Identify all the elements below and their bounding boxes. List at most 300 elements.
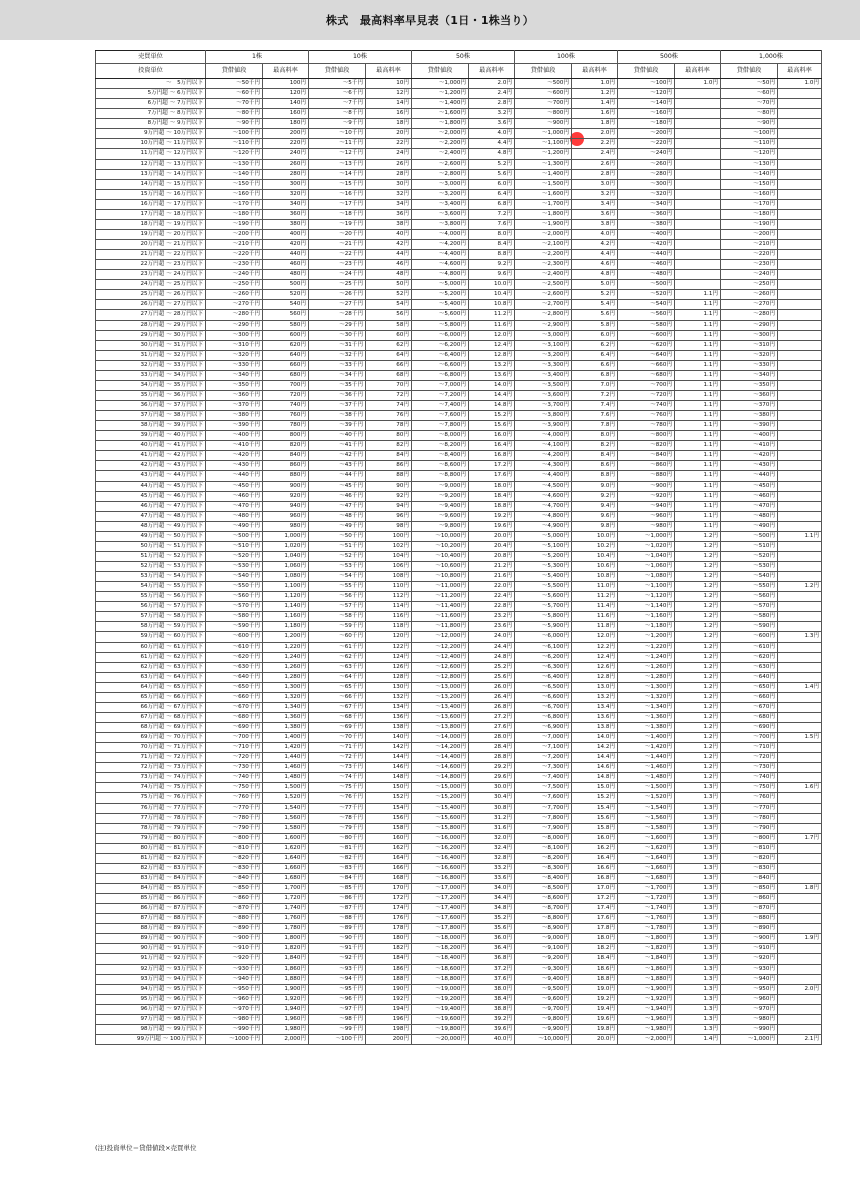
price-cell: ～780円 xyxy=(721,813,778,823)
price-cell: ～5,800円 xyxy=(515,612,572,622)
rate-cell: 1.1円 xyxy=(675,330,721,340)
price-cell: ～18,800円 xyxy=(412,974,469,984)
rate-cell: 1.3円 xyxy=(675,964,721,974)
range-cell: 23万円超 ～ 24万円以下 xyxy=(96,270,206,280)
rate-cell xyxy=(778,280,822,290)
rate-cell: 13.4円 xyxy=(572,702,618,712)
price-cell: ～10,000円 xyxy=(412,531,469,541)
rate-cell: 1,980円 xyxy=(263,1024,309,1034)
price-cell: ～1,520円 xyxy=(618,793,675,803)
rate-cell: 620円 xyxy=(263,340,309,350)
price-cell: ～1,420円 xyxy=(618,743,675,753)
rate-cell: 220円 xyxy=(263,139,309,149)
rate-cell: 1.2円 xyxy=(675,672,721,682)
price-cell: ～8,900円 xyxy=(515,924,572,934)
price-cell: ～920円 xyxy=(618,491,675,501)
price-cell: ～790円 xyxy=(721,823,778,833)
price-cell: ～1,620円 xyxy=(618,843,675,853)
rate-cell: 1,860円 xyxy=(263,964,309,974)
rate-cell: 1,160円 xyxy=(263,612,309,622)
price-cell: ～890円 xyxy=(721,924,778,934)
rate-cell: 37.6円 xyxy=(469,974,515,984)
price-cell: ～7,500円 xyxy=(515,783,572,793)
price-cell: ～660千円 xyxy=(206,692,263,702)
price-cell: ～250円 xyxy=(721,280,778,290)
price-cell: ～660円 xyxy=(618,360,675,370)
rate-cell: 8.8円 xyxy=(572,471,618,481)
price-cell: ～13,600円 xyxy=(412,712,469,722)
rate-cell xyxy=(778,89,822,99)
price-cell: ～2,300円 xyxy=(515,260,572,270)
investment-label: 投資単位 xyxy=(96,64,206,79)
price-cell: ～560円 xyxy=(721,592,778,602)
range-cell: 41万円超 ～ 42万円以下 xyxy=(96,451,206,461)
rate-cell: 16.0円 xyxy=(572,833,618,843)
price-cell: ～400円 xyxy=(721,431,778,441)
rate-cell xyxy=(778,471,822,481)
rate-cell: 1.0円 xyxy=(778,79,822,89)
rate-cell: 960円 xyxy=(263,511,309,521)
rate-cell xyxy=(778,712,822,722)
rate-cell: 102円 xyxy=(366,541,412,551)
price-cell: ～190千円 xyxy=(206,219,263,229)
price-cell: ～640円 xyxy=(721,672,778,682)
table-row xyxy=(96,99,822,109)
rate-cell: 3.4円 xyxy=(572,199,618,209)
price-cell: ～530千円 xyxy=(206,562,263,572)
table-row xyxy=(96,219,822,229)
price-cell: ～3,000円 xyxy=(515,330,572,340)
price-cell: ～360千円 xyxy=(206,390,263,400)
price-cell: ～19千円 xyxy=(309,219,366,229)
rate-cell: 39.2円 xyxy=(469,1014,515,1024)
price-cell: ～160円 xyxy=(618,109,675,119)
price-cell: ～870円 xyxy=(721,904,778,914)
price-cell: ～2,000円 xyxy=(412,129,469,139)
table-row xyxy=(96,441,822,451)
rate-cell: 16.2円 xyxy=(572,843,618,853)
rate-cell: 1,640円 xyxy=(263,853,309,863)
price-cell: ～600円 xyxy=(721,632,778,642)
rate-cell: 520円 xyxy=(263,290,309,300)
price-cell: ～1,280円 xyxy=(618,672,675,682)
price-cell: ～2,200円 xyxy=(412,139,469,149)
rate-cell: 184円 xyxy=(366,954,412,964)
rate-cell xyxy=(675,270,721,280)
price-cell: ～840千円 xyxy=(206,873,263,883)
price-cell: ～10,000円 xyxy=(515,1034,572,1044)
rate-cell: 28.4円 xyxy=(469,743,515,753)
price-cell: ～6千円 xyxy=(309,89,366,99)
title-bar xyxy=(0,0,860,40)
price-cell: ～2,400円 xyxy=(515,270,572,280)
price-cell: ～19,200円 xyxy=(412,994,469,1004)
price-cell: ～720円 xyxy=(721,753,778,763)
range-cell: 74万円超 ～ 75万円以下 xyxy=(96,783,206,793)
rate-cell: 26.4円 xyxy=(469,692,515,702)
rate-cell xyxy=(778,692,822,702)
price-cell: ～16,600円 xyxy=(412,863,469,873)
rate-cell xyxy=(778,501,822,511)
price-cell: ～460千円 xyxy=(206,491,263,501)
price-cell: ～13,400円 xyxy=(412,702,469,712)
rate-cell: 1,600円 xyxy=(263,833,309,843)
rate-cell xyxy=(778,149,822,159)
price-cell: ～7,800円 xyxy=(515,813,572,823)
rate-cell: 480円 xyxy=(263,270,309,280)
price-cell: ～1,560円 xyxy=(618,813,675,823)
rate-cell: 1.1円 xyxy=(675,300,721,310)
rate-cell: 82円 xyxy=(366,441,412,451)
rate-cell: 1.2円 xyxy=(778,582,822,592)
price-cell: ～3,400円 xyxy=(515,370,572,380)
price-cell: ～1,700円 xyxy=(515,199,572,209)
rate-cell: 1.2円 xyxy=(675,723,721,733)
price-cell: ～68千円 xyxy=(309,712,366,722)
price-cell: ～9,200円 xyxy=(412,491,469,501)
price-cell: ～16,200円 xyxy=(412,843,469,853)
price-cell: ～28千円 xyxy=(309,310,366,320)
rate-cell xyxy=(675,229,721,239)
range-cell: 13万円超 ～ 14万円以下 xyxy=(96,169,206,179)
price-cell: ～500円 xyxy=(618,280,675,290)
range-cell: 78万円超 ～ 79万円以下 xyxy=(96,823,206,833)
rate-cell xyxy=(778,914,822,924)
price-cell: ～1,480円 xyxy=(618,773,675,783)
price-cell: ～810円 xyxy=(721,843,778,853)
rate-cell: 2.2円 xyxy=(572,139,618,149)
rate-cell: 76円 xyxy=(366,411,412,421)
price-cell: ～7,200円 xyxy=(515,753,572,763)
unit-label: 売買単位 xyxy=(96,51,206,64)
table-row xyxy=(96,149,822,159)
price-cell: ～8,800円 xyxy=(515,914,572,924)
rate-cell: 18.8円 xyxy=(572,974,618,984)
range-cell: 83万円超 ～ 84万円以下 xyxy=(96,873,206,883)
rate-cell xyxy=(778,813,822,823)
range-cell: 93万円超 ～ 94万円以下 xyxy=(96,974,206,984)
price-cell: ～49千円 xyxy=(309,521,366,531)
table-row xyxy=(96,340,822,350)
table-row xyxy=(96,1024,822,1034)
rate-cell: 1.3円 xyxy=(675,894,721,904)
price-cell: ～17,400円 xyxy=(412,904,469,914)
price-cell: ～440円 xyxy=(618,250,675,260)
price-cell: ～1,700円 xyxy=(618,884,675,894)
price-cell: ～660円 xyxy=(721,692,778,702)
rate-cell xyxy=(778,209,822,219)
table-row xyxy=(96,89,822,99)
price-cell: ～5,100円 xyxy=(515,541,572,551)
price-cell: ～36千円 xyxy=(309,390,366,400)
rate-cell: 138円 xyxy=(366,723,412,733)
table-row xyxy=(96,1014,822,1024)
rate-cell: 6.4円 xyxy=(572,350,618,360)
rate-cell xyxy=(675,179,721,189)
range-cell: 36万円超 ～ 37万円以下 xyxy=(96,401,206,411)
price-cell: ～15,600円 xyxy=(412,813,469,823)
rate-cell: 112円 xyxy=(366,592,412,602)
range-cell: 76万円超 ～ 77万円以下 xyxy=(96,803,206,813)
rate-cell: 820円 xyxy=(263,441,309,451)
rate-cell: 1,900円 xyxy=(263,984,309,994)
rate-cell: 6.0円 xyxy=(572,330,618,340)
rate-cell: 19.8円 xyxy=(572,1024,618,1034)
rate-cell xyxy=(778,562,822,572)
rate-cell: 18.6円 xyxy=(572,964,618,974)
rate-cell xyxy=(778,99,822,109)
price-cell: ～5,200円 xyxy=(412,290,469,300)
rate-cell: 1.2円 xyxy=(572,89,618,99)
rate-cell xyxy=(778,320,822,330)
rate-cell: 19.4円 xyxy=(572,1004,618,1014)
rate-cell xyxy=(778,461,822,471)
rate-cell: 1.1円 xyxy=(675,401,721,411)
price-cell: ～500円 xyxy=(515,79,572,89)
price-cell: ～4,600円 xyxy=(412,260,469,270)
price-cell: ～640千円 xyxy=(206,672,263,682)
price-cell: ～3,800円 xyxy=(412,219,469,229)
table-row xyxy=(96,813,822,823)
rate-cell: 360円 xyxy=(263,209,309,219)
price-cell: ～16,800円 xyxy=(412,873,469,883)
rate-cell: 24.0円 xyxy=(469,632,515,642)
rate-cell xyxy=(675,169,721,179)
price-cell: ～96千円 xyxy=(309,994,366,1004)
price-cell: ～800円 xyxy=(515,109,572,119)
table-row xyxy=(96,511,822,521)
price-cell: ～11千円 xyxy=(309,139,366,149)
price-cell: ～38千円 xyxy=(309,411,366,421)
rate-cell: 1.1円 xyxy=(778,531,822,541)
rate-cell: 8.4円 xyxy=(469,240,515,250)
range-cell: 10万円超 ～ 11万円以下 xyxy=(96,139,206,149)
rate-cell: 320円 xyxy=(263,189,309,199)
price-cell: ～1,020円 xyxy=(618,541,675,551)
rate-cell xyxy=(778,894,822,904)
price-cell: ～760円 xyxy=(618,411,675,421)
rate-cell: 1.6円 xyxy=(572,109,618,119)
table-row xyxy=(96,431,822,441)
rate-cell: 5.2円 xyxy=(572,290,618,300)
table-row xyxy=(96,350,822,360)
price-cell: ～280円 xyxy=(618,169,675,179)
table-row xyxy=(96,551,822,561)
price-cell: ～1,900円 xyxy=(618,984,675,994)
rate-cell: 17.2円 xyxy=(572,894,618,904)
price-cell: ～1,980円 xyxy=(618,1024,675,1034)
price-cell: ～6,000円 xyxy=(515,632,572,642)
price-cell: ～82千円 xyxy=(309,853,366,863)
price-cell: ～4,100円 xyxy=(515,441,572,451)
price-cell: ～33千円 xyxy=(309,360,366,370)
price-cell: ～100円 xyxy=(721,129,778,139)
price-cell: ～5,800円 xyxy=(412,320,469,330)
rate-cell xyxy=(675,129,721,139)
rate-cell: 15.4円 xyxy=(572,803,618,813)
price-cell: ～3,000円 xyxy=(412,179,469,189)
price-cell: ～3,200円 xyxy=(515,350,572,360)
rate-cell: 6.8円 xyxy=(469,199,515,209)
price-cell: ～75千円 xyxy=(309,783,366,793)
price-cell: ～4,000円 xyxy=(515,431,572,441)
price-cell: ～220円 xyxy=(721,250,778,260)
price-cell: ～7,400円 xyxy=(412,401,469,411)
rate-cell: 1.3円 xyxy=(675,944,721,954)
price-cell: ～9,800円 xyxy=(412,521,469,531)
table-row xyxy=(96,682,822,692)
range-cell: 35万円超 ～ 36万円以下 xyxy=(96,390,206,400)
rate-cell: 17.2円 xyxy=(469,461,515,471)
price-cell: ～1,180円 xyxy=(618,622,675,632)
price-cell: ～960円 xyxy=(721,994,778,1004)
rate-cell: 260円 xyxy=(263,159,309,169)
range-cell: 95万円超 ～ 96万円以下 xyxy=(96,994,206,1004)
rate-cell: 1.1円 xyxy=(675,320,721,330)
price-cell: ～1,060円 xyxy=(618,562,675,572)
rate-cell: 460円 xyxy=(263,260,309,270)
price-cell: ～230円 xyxy=(721,260,778,270)
range-cell: 49万円超 ～ 50万円以下 xyxy=(96,531,206,541)
price-cell: ～1,260円 xyxy=(618,662,675,672)
rate-cell: 720円 xyxy=(263,390,309,400)
table-row xyxy=(96,582,822,592)
price-cell: ～110円 xyxy=(721,139,778,149)
rate-cell xyxy=(778,702,822,712)
price-cell: ～240千円 xyxy=(206,270,263,280)
price-cell: ～1,600円 xyxy=(515,189,572,199)
rate-cell: 1.2円 xyxy=(675,551,721,561)
rate-cell xyxy=(778,994,822,1004)
price-cell: ～6,400円 xyxy=(515,672,572,682)
rate-cell: 3.2円 xyxy=(469,109,515,119)
price-cell: ～9,100円 xyxy=(515,944,572,954)
price-cell: ～29千円 xyxy=(309,320,366,330)
range-cell: 44万円超 ～ 45万円以下 xyxy=(96,481,206,491)
rate-cell: 1.3円 xyxy=(675,783,721,793)
rate-cell: 20.0円 xyxy=(469,531,515,541)
price-cell: ～3,800円 xyxy=(515,411,572,421)
price-cell: ～12,800円 xyxy=(412,672,469,682)
price-cell: ～6,800円 xyxy=(515,712,572,722)
price-cell: ～700円 xyxy=(618,380,675,390)
rate-cell: 172円 xyxy=(366,894,412,904)
rate-cell: 31.2円 xyxy=(469,813,515,823)
price-cell: ～4,400円 xyxy=(515,471,572,481)
range-cell: 73万円超 ～ 74万円以下 xyxy=(96,773,206,783)
rate-cell: 1.3円 xyxy=(675,1014,721,1024)
price-cell: ～10,800円 xyxy=(412,572,469,582)
rate-table xyxy=(95,50,822,1045)
rate-cell: 8.2円 xyxy=(572,441,618,451)
rate-cell: 29.6円 xyxy=(469,773,515,783)
rate-cell: 240円 xyxy=(263,149,309,159)
range-cell: 22万円超 ～ 23万円以下 xyxy=(96,260,206,270)
range-cell: 24万円超 ～ 25万円以下 xyxy=(96,280,206,290)
price-cell: ～560千円 xyxy=(206,592,263,602)
price-cell: ～100円 xyxy=(618,79,675,89)
rate-cell: 920円 xyxy=(263,491,309,501)
price-cell: ～1,780円 xyxy=(618,924,675,934)
price-cell: ～71千円 xyxy=(309,743,366,753)
rate-cell: 16.4円 xyxy=(469,441,515,451)
price-cell: ～14,200円 xyxy=(412,743,469,753)
rate-cell: 1.2円 xyxy=(675,572,721,582)
table-row xyxy=(96,723,822,733)
rate-cell: 1.3円 xyxy=(675,984,721,994)
rate-cell: 164円 xyxy=(366,853,412,863)
rate-cell: 156円 xyxy=(366,813,412,823)
price-cell: ～9,000円 xyxy=(412,481,469,491)
price-cell: ～11,800円 xyxy=(412,622,469,632)
price-cell: ～150円 xyxy=(721,179,778,189)
price-cell: ～2,200円 xyxy=(515,250,572,260)
price-cell: ～1,220円 xyxy=(618,642,675,652)
rate-cell: 68円 xyxy=(366,370,412,380)
rate-cell xyxy=(778,773,822,783)
price-cell: ～47千円 xyxy=(309,501,366,511)
rate-cell: 146円 xyxy=(366,763,412,773)
rate-cell: 14.0円 xyxy=(572,733,618,743)
rate-cell: 30.4円 xyxy=(469,793,515,803)
rate-cell: 12.4円 xyxy=(572,652,618,662)
price-cell: ～740円 xyxy=(618,401,675,411)
price-cell: ～6,900円 xyxy=(515,723,572,733)
rate-cell: 194円 xyxy=(366,1004,412,1014)
price-cell: ～12千円 xyxy=(309,149,366,159)
price-cell: ～8,600円 xyxy=(412,461,469,471)
price-cell: ～9,400円 xyxy=(412,501,469,511)
price-cell: ～940円 xyxy=(721,974,778,984)
rate-cell: 190円 xyxy=(366,984,412,994)
price-cell: ～8,000円 xyxy=(515,833,572,843)
table-row xyxy=(96,944,822,954)
rate-cell: 1.3円 xyxy=(778,632,822,642)
rate-cell: 340円 xyxy=(263,199,309,209)
price-cell: ～18千円 xyxy=(309,209,366,219)
rate-cell: 1.1円 xyxy=(675,380,721,390)
rate-cell xyxy=(778,753,822,763)
price-cell: ～170円 xyxy=(721,199,778,209)
price-cell: ～350円 xyxy=(721,380,778,390)
rate-cell: 1.1円 xyxy=(675,421,721,431)
range-cell: 48万円超 ～ 49万円以下 xyxy=(96,521,206,531)
rate-cell xyxy=(778,602,822,612)
price-cell: ～340円 xyxy=(618,199,675,209)
price-cell: ～680円 xyxy=(721,712,778,722)
price-cell: ～80千円 xyxy=(309,833,366,843)
price-cell: ～1,660円 xyxy=(618,863,675,873)
rate-cell: 14.8円 xyxy=(572,773,618,783)
range-cell: 57万円超 ～ 58万円以下 xyxy=(96,612,206,622)
price-cell: ～45千円 xyxy=(309,481,366,491)
price-cell: ～1,100円 xyxy=(515,139,572,149)
rate-cell: 1.1円 xyxy=(675,350,721,360)
price-cell: ～460円 xyxy=(618,260,675,270)
price-cell: ～14,000円 xyxy=(412,733,469,743)
price-cell: ～31千円 xyxy=(309,340,366,350)
range-cell: 63万円超 ～ 64万円以下 xyxy=(96,672,206,682)
rate-cell xyxy=(778,491,822,501)
range-cell: 82万円超 ～ 83万円以下 xyxy=(96,863,206,873)
price-cell: ～3,600円 xyxy=(515,390,572,400)
rate-cell: 150円 xyxy=(366,783,412,793)
rate-cell: 35.2円 xyxy=(469,914,515,924)
price-cell: ～6,400円 xyxy=(412,350,469,360)
price-cell: ～15,200円 xyxy=(412,793,469,803)
price-cell: ～8,200円 xyxy=(515,853,572,863)
rate-cell: 600円 xyxy=(263,330,309,340)
